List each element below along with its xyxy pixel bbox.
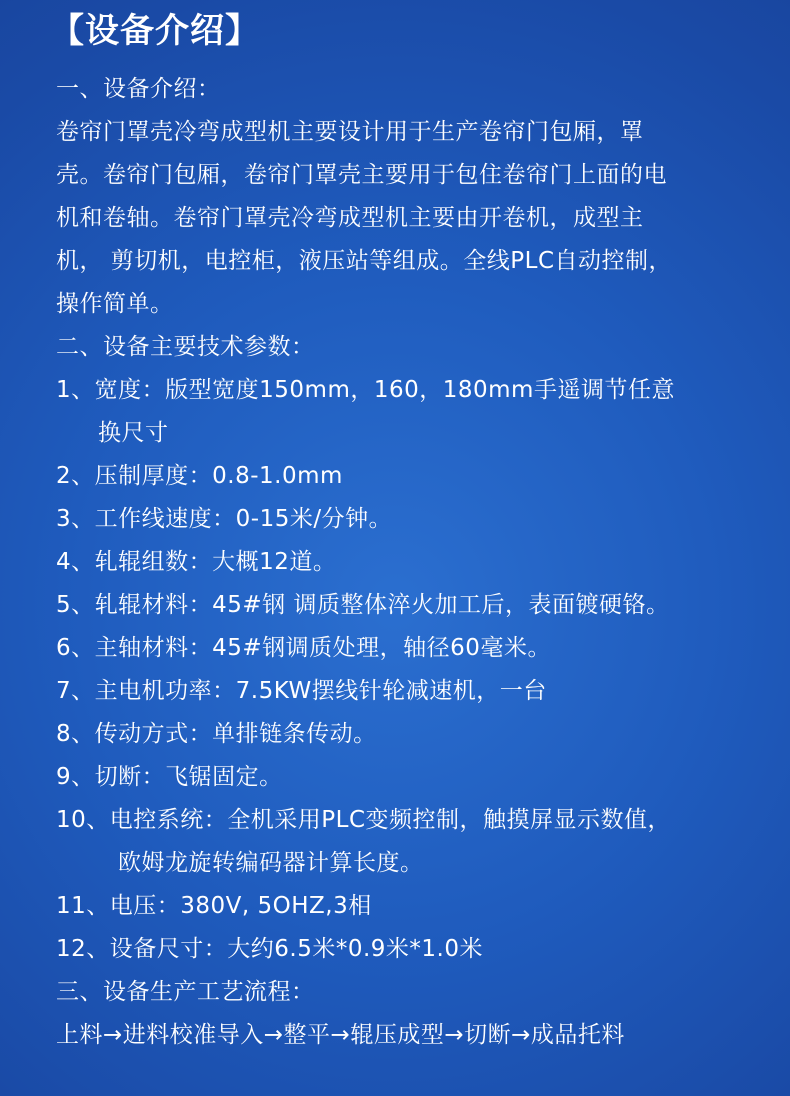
spec-item-line-speed: 3、工作线速度：0-15米/分钟。	[56, 506, 393, 532]
spec-item-roller-material: 5、轧辊材料：45#钢 调质整体淬火加工后，表面镀硬铬。	[56, 592, 670, 618]
description-body	[56, 68, 771, 1057]
spec-item-control-system-continued: 欧姆龙旋转编码器计算长度。	[118, 850, 424, 876]
intro-paragraph-line: 机和卷轴。卷帘门罩壳冷弯成型机主要由开卷机，成型主	[56, 205, 644, 231]
spec-item-voltage: 11、电压：380V, 5OHZ,3相	[56, 893, 372, 919]
section-heading-process: 三、设备生产工艺流程：	[56, 979, 315, 1005]
spec-item-dimensions: 12、设备尺寸：大约6.5米*0.9米*1.0米	[56, 936, 483, 962]
intro-paragraph-line: 壳。卷帘门包厢，卷帘门罩壳主要用于包住卷帘门上面的电	[56, 162, 667, 188]
section-heading-specs: 二、设备主要技术参数：	[56, 334, 315, 360]
intro-paragraph-line: 操作简单。	[56, 291, 174, 317]
spec-item-shaft-material: 6、主轴材料：45#钢调质处理，轴径60毫米。	[56, 635, 551, 661]
spec-item-width: 1、宽度：版型宽度150mm，160，180mm手遥调节任意	[56, 377, 675, 403]
spec-item-transmission: 8、传动方式：单排链条传动。	[56, 721, 377, 747]
spec-item-width-continued: 换尺寸	[98, 420, 169, 446]
spec-item-thickness: 2、压制厚度：0.8-1.0mm	[56, 463, 343, 489]
page-title: 【设备介绍】	[50, 11, 260, 51]
spec-item-roller-stations: 4、轧辊组数：大概12道。	[56, 549, 337, 575]
intro-paragraph-line: 卷帘门罩壳冷弯成型机主要设计用于生产卷帘门包厢，罩	[56, 119, 644, 145]
section-heading-intro: 一、设备介绍：	[56, 76, 221, 102]
spec-item-control-system: 10、电控系统：全机采用PLC变频控制，触摸屏显示数值，	[56, 807, 672, 833]
spec-item-cutting: 9、切断：飞锯固定。	[56, 764, 283, 790]
spec-item-motor-power: 7、主电机功率：7.5KW摆线针轮减速机，一台	[56, 678, 547, 704]
process-flow: 上料→进料校准导入→整平→辊压成型→切断→成品托料	[56, 1022, 625, 1048]
intro-paragraph-line: 机， 剪切机，电控柜，液压站等组成。全线PLC自动控制，	[56, 248, 673, 274]
